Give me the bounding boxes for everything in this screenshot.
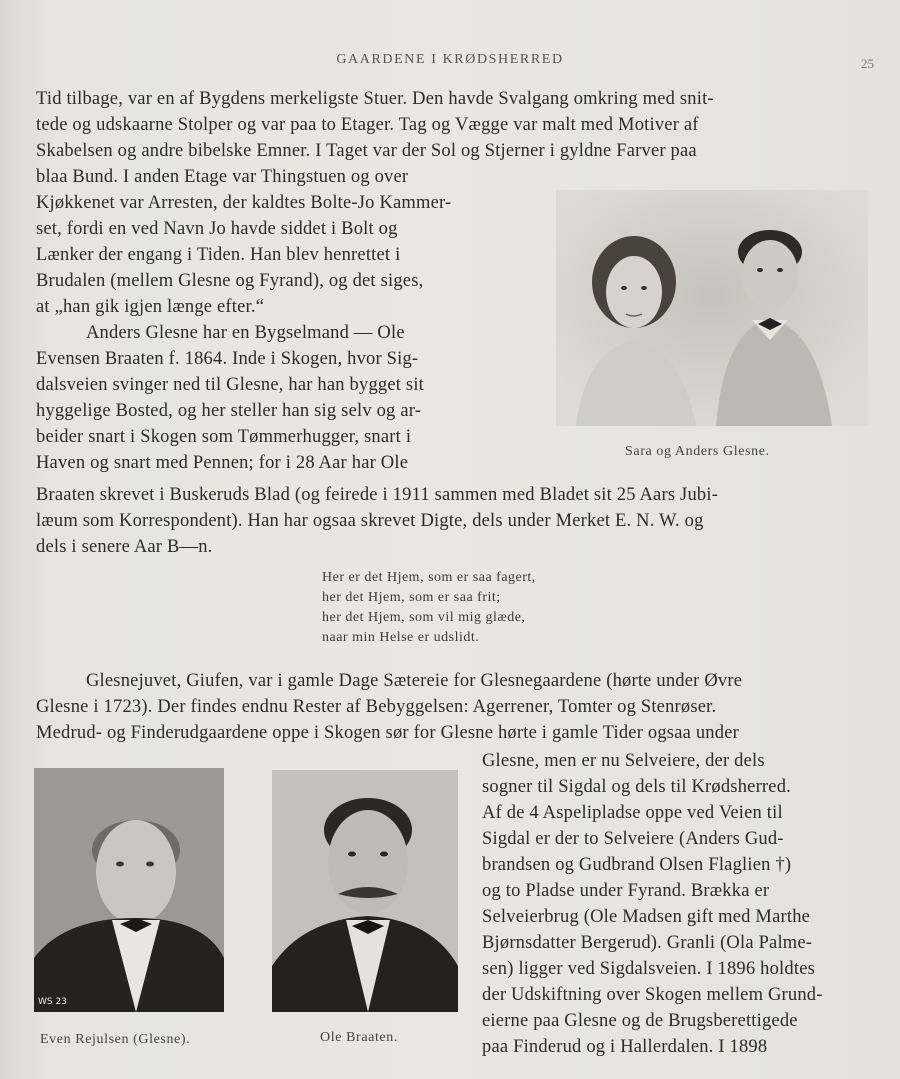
- poem-line: Her er det Hjem, som er saa fagert,: [322, 570, 536, 585]
- couple-photo-caption: Sara og Anders Glesne.: [625, 444, 770, 459]
- running-header: GAARDENE I KRØDSHERRED: [336, 52, 564, 67]
- text-line: Sigdal er der to Selveiere (Anders Gud-: [482, 829, 784, 849]
- text-line: eierne paa Glesne og de Brugsberettigede: [482, 1011, 798, 1031]
- text-line: tede og udskaarne Stolper og var paa to Etager. Tag og Vægge var malt med Motiver af: [36, 115, 699, 135]
- text-line: blaa Bund. I anden Etage var Thingstuen og over: [36, 167, 409, 187]
- text-line: hyggelige Bosted, og her steller han sig selv og ar-: [36, 401, 422, 421]
- text-line: Glesne, men er nu Selveiere, der dels: [482, 751, 765, 771]
- text-line: der Udskiftning over Skogen mellem Grund-: [482, 985, 823, 1005]
- page-number: 25: [861, 56, 874, 71]
- text-line: at „han gik igjen længe efter.“: [36, 297, 265, 317]
- text-line: Selveierbrug (Ole Madsen gift med Marthe: [482, 907, 811, 927]
- ole-braaten-portrait-image: [272, 770, 458, 1012]
- text-line: Kjøkkenet var Arresten, der kaldtes Bolte-Jo Kammer-: [36, 193, 452, 213]
- text-line: beider snart i Skogen som Tømmerhugger, snart i: [36, 427, 412, 447]
- text-line: sogner til Sigdal og dels til Krødsherred.: [482, 777, 791, 797]
- couple-photo: [556, 190, 868, 426]
- text-line: dels i senere Aar B—n.: [36, 537, 213, 557]
- text-line: Brudalen (mellem Glesne og Fyrand), og det siges,: [36, 271, 424, 291]
- text-line: sen) ligger ved Sigdalsveien. I 1896 holdtes: [482, 959, 816, 979]
- text-line: Glesnejuvet, Giufen, var i gamle Dage Sætereie for Glesnegaardene (hørte under Øvre: [86, 671, 743, 691]
- photo-monogram: WS 23: [38, 997, 67, 1007]
- even-rejulsen-photo: [34, 768, 224, 1012]
- ole-braaten-caption: Ole Braaten.: [320, 1030, 398, 1045]
- text-line: Glesne i 1723). Der findes endnu Rester af Bebyggelsen: Agerrener, Tomter og Stenrøser.: [36, 697, 717, 717]
- text-line: dalsveien svinger ned til Glesne, har han bygget sit: [36, 375, 425, 395]
- even-rejulsen-caption: Even Rejulsen (Glesne).: [40, 1032, 191, 1047]
- text-line: paa Finderud og i Hallerdalen. I 1898: [482, 1037, 768, 1057]
- text-line: Haven og snart med Pennen; for i 28 Aar har Ole: [36, 453, 409, 473]
- text-line: brandsen og Gudbrand Olsen Flaglien †): [482, 855, 792, 875]
- text-line: læum som Korrespondent). Han har ogsaa skrevet Digte, dels under Merket E. N. W. og: [36, 511, 704, 531]
- text-line: Lænker der engang i Tiden. Han blev henrettet i: [36, 245, 401, 265]
- ole-braaten-photo: [272, 770, 458, 1012]
- poem-line: naar min Helse er udslidt.: [322, 630, 480, 645]
- text-line: Evensen Braaten f. 1864. Inde i Skogen, hvor Sig-: [36, 349, 419, 369]
- text-line: Anders Glesne har en Bygselmand — Ole: [86, 323, 405, 343]
- text-line: Bjørnsdatter Bergerud). Granli (Ola Palme-: [482, 933, 813, 953]
- even-rejulsen-portrait-image: [34, 768, 224, 1012]
- text-line: Skabelsen og andre bibelske Emner. I Taget var der Sol og Stjerner i gyldne Farver paa: [36, 141, 697, 161]
- text-line: Af de 4 Aspelipladse oppe ved Veien til: [482, 803, 783, 823]
- text-line: set, fordi en ved Navn Jo havde siddet i Bolt og: [36, 219, 398, 239]
- text-line: Tid tilbage, var en af Bygdens merkeligste Stuer. Den havde Svalgang omkring med snit-: [36, 89, 714, 109]
- text-line: og to Pladse under Fyrand. Brækka er: [482, 881, 770, 901]
- text-line: Medrud- og Finderudgaardene oppe i Skogen sør for Glesne hørte i gamle Tider ogsaa under: [36, 723, 739, 743]
- text-line: Braaten skrevet i Buskeruds Blad (og feirede i 1911 sammen med Bladet sit 25 Aars Jubi-: [36, 485, 719, 505]
- couple-portrait-image: [556, 190, 868, 426]
- poem-line: her det Hjem, som vil mig glæde,: [322, 610, 526, 625]
- poem-line: her det Hjem, som er saa frit;: [322, 590, 501, 605]
